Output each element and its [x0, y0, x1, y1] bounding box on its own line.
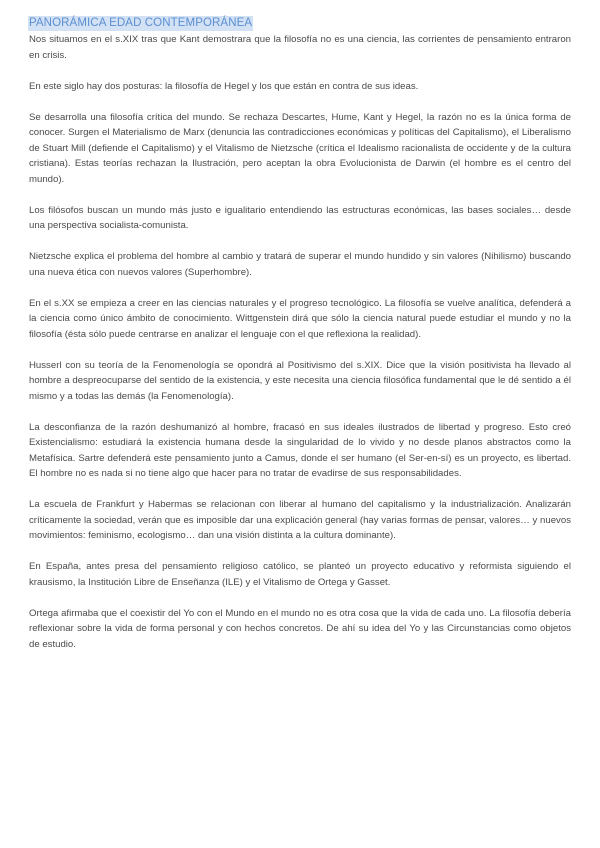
paragraph-8: La desconfianza de la razón deshumanizó al hombre, fracasó en sus ideales ilustrados de libertad y progreso. Esto creó Existencialismo: estudiará la existencia humana desde la singularidad de lo vivido y no desde planos abstractos como la Metafísica. Sartre defenderá este pensamiento junto a Camus, donde el ser humano (el Ser-en-sí) es un proyecto, es libertad. El hombre no es nada si no tiene algo que hacer para no tratar de evadirse de sus responsabilidades.	[29, 421, 571, 479]
paragraph-9: La escuela de Frankfurt y Habermas se relacionan con liberar al humano del capitalismo y la industrialización. Analizarán críticamente la sociedad, verán que es imposible dar una explicación general (hay varias formas de pensar, valores… y nuevos movimientos: feminismo, ecologismo… dan una visión distinta a la cultura dominante).	[29, 499, 571, 541]
document-page	[29, 13, 571, 668]
paragraph-3: Se desarrolla una filosofía crítica del mundo. Se rechaza Descartes, Hume, Kant y Hegel, la razón no es la única forma de conocer. Surgen el Materialismo de Marx (denuncia las contradicciones económicas y políticas del Capitalismo), el Liberalismo de Stuart Mill (defiende el Capitalismo) y el Vitalismo de Nietzsche (crítica el Idealismo racionalista de occidente y de la cultura cristiana). Estas teorías rechazan la Ilustración, pero aceptan la obra Evolucionista de Darwin (el hombre es el centro del mundo).	[29, 111, 571, 185]
paragraph-5: Nietzsche explica el problema del hombre al cambio y tratará de superar el mundo hundido y sin valores (Nihilismo) buscando una nueva ética con nuevos valores (Superhombre).	[29, 251, 571, 278]
paragraph-10: En España, antes presa del pensamiento religioso católico, se planteó un proyecto educativo y reformista siguiendo el krausismo, la Institución Libre de Enseñanza (ILE) y el Vitalismo de Ortega y Gasset.	[29, 561, 571, 588]
paragraph-4: Los filósofos buscan un mundo más justo e igualitario entendiendo las estructuras económicas, las bases sociales… desde una perspectiva socialista-comunista.	[29, 204, 571, 231]
paragraph-2: En este siglo hay dos posturas: la filosofía de Hegel y los que están en contra de sus ideas.	[29, 80, 419, 92]
document-title: PANORÁMICA EDAD CONTEMPORÁNEA	[29, 17, 253, 29]
paragraph-6: En el s.XX se empieza a creer en las ciencias naturales y el progreso tecnológico. La filosofía se vuelve analítica, defenderá a la ciencia como único ámbito de conocimiento. Wittgenstein dirá que sólo la ciencia natural puede estudiar el mundo y no la filosofía (ésta sólo puede centrarse en analizar el lenguaje con el que reflexiona la realidad).	[29, 297, 571, 340]
paragraph-11: Ortega afirmaba que el coexistir del Yo con el Mundo en el mundo no es otra cosa que la vida de cada uno. La filosofía debería reflexionar sobre la vida de forma personal y con hechos concretos. De ahí su idea del Yo y las Circunstancias como objetos de estudio.	[29, 607, 571, 650]
paragraph-7: Husserl con su teoría de la Fenomenología se opondrá al Positivismo del s.XIX. Dice que la visión positivista ha llevado al hombre a despreocuparse del sentido de la existencia, y este necesita una ciencia filosófica fundamental que le dé sentido a él mismo y a todas las demás (la Fenomenología).	[29, 359, 571, 402]
paragraph-1: Nos situamos en el s.XIX tras que Kant demostrara que la filosofía no es una ciencia, las corrientes de pensamiento entraron en crisis.	[29, 34, 571, 61]
